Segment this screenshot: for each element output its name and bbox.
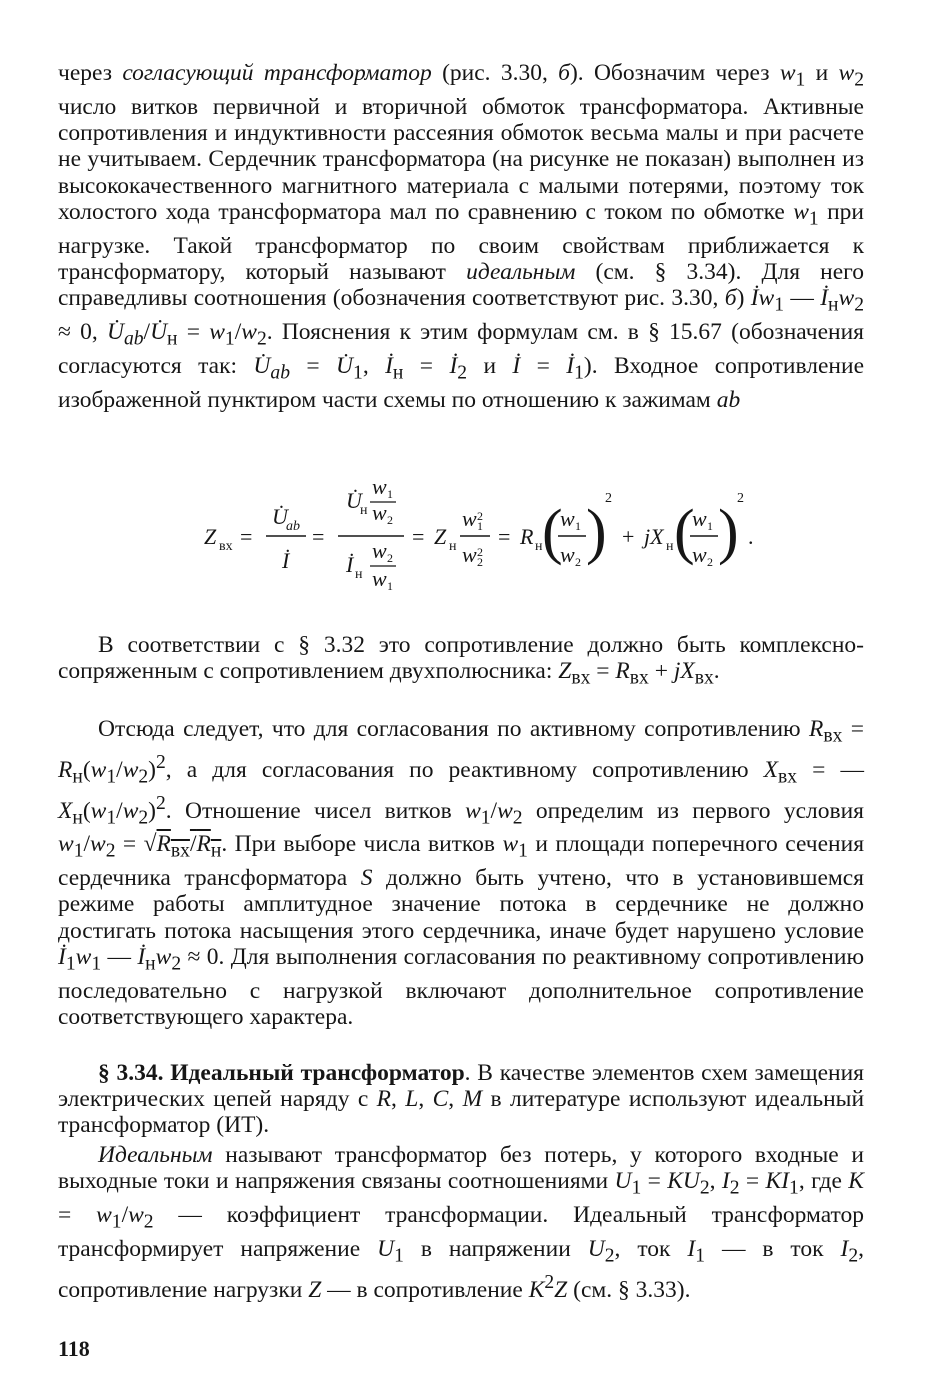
svg-text:w: w bbox=[692, 506, 707, 531]
svg-text:н: н bbox=[360, 503, 368, 518]
svg-text:1: 1 bbox=[477, 519, 483, 533]
svg-text:1: 1 bbox=[707, 519, 713, 533]
svg-text:1: 1 bbox=[575, 519, 581, 533]
svg-text:.: . bbox=[748, 524, 754, 549]
svg-text:2: 2 bbox=[737, 491, 744, 506]
svg-text:н: н bbox=[449, 539, 457, 554]
svg-text:2: 2 bbox=[387, 551, 393, 565]
svg-text:н: н bbox=[666, 539, 674, 554]
svg-text:jX: jX bbox=[644, 524, 664, 549]
section-3-34-heading-paragraph: § 3.34. Идеальный трансформатор. В качестве элементов схем замещения электрических цепей наряду с R, L, C, M в литературе используют идеальный трансформатор (ИТ). bbox=[58, 1060, 865, 1139]
paragraph-2: В соответствии с § 3.32 это сопротивление должно быть комплексно-сопряженным с сопротивлением двухполюсника: $Z_{вх} = R_{вх} + jX_{вх}$. bbox=[58, 632, 864, 689]
svg-text:U̇: U̇ bbox=[272, 504, 288, 529]
svg-text:w: w bbox=[560, 506, 575, 531]
svg-text:н: н bbox=[535, 539, 543, 554]
svg-text:=: = bbox=[312, 524, 325, 549]
page-number: 118 bbox=[58, 1336, 90, 1361]
svg-text:1: 1 bbox=[387, 579, 393, 593]
svg-text:İ: İ bbox=[346, 552, 354, 577]
svg-text:w: w bbox=[372, 566, 387, 591]
svg-text:w: w bbox=[462, 542, 477, 567]
svg-text:İ: İ bbox=[282, 548, 290, 573]
svg-text:R: R bbox=[520, 524, 534, 549]
input-impedance-formula bbox=[200, 472, 760, 602]
svg-text:w: w bbox=[372, 500, 387, 525]
svg-text:): ) bbox=[718, 498, 739, 566]
svg-text:w: w bbox=[462, 506, 477, 531]
paragraph-5: Идеальным называют трансформатор без потерь, у которого входные и выходные токи и напряжения связаны соотношениями $U_1 = KU_2$, $I_2 = KI_1$, где $K = w_1/w_2$ — коэффициент трансформации. Идеальный трансформатор трансформирует напряжение $U_1$ в напряжении $U_2$, ток $I_1$ — в ток $I_2$, сопротивление нагрузки Z — в сопротивление $K^2Z$ (см. § 3.33). bbox=[58, 1142, 865, 1303]
svg-text:): ) bbox=[586, 498, 607, 566]
svg-text:2: 2 bbox=[477, 545, 483, 559]
svg-text:2: 2 bbox=[605, 491, 612, 506]
svg-text:=: = bbox=[498, 524, 511, 549]
svg-text:1: 1 bbox=[387, 487, 393, 501]
svg-text:Z: Z bbox=[434, 524, 447, 549]
svg-text:w: w bbox=[692, 542, 707, 567]
svg-text:U̇: U̇ bbox=[346, 488, 362, 513]
svg-text:w: w bbox=[372, 474, 387, 499]
svg-text:=: = bbox=[240, 524, 253, 549]
svg-text:вх: вх bbox=[219, 539, 233, 554]
svg-text:2: 2 bbox=[575, 555, 581, 569]
svg-text:2: 2 bbox=[707, 555, 713, 569]
svg-text:+: + bbox=[622, 524, 635, 549]
svg-text:w: w bbox=[372, 538, 387, 563]
svg-text:=: = bbox=[412, 524, 425, 549]
svg-text:(: ( bbox=[542, 498, 563, 566]
svg-text:н: н bbox=[355, 567, 363, 582]
svg-text:2: 2 bbox=[477, 509, 483, 523]
paragraph-1: через согласующий трансформатор (рис. 3.30, б). Обозначим через $w_1$ и $w_2$ число витков первичной и вторичной обмоток трансформатора. Активные сопротивления и индуктивности рассеяния обмоток весьма малы и при расчете не учитываем. Сердечник трансформатора (на рисунке не показан) выполнен из высококачественного магнитного материала с малыми потерями, поэтому ток холостого хода трансформатора мал по сравнению с током по обмотке $w_1$ при нагрузке. Такой трансформатор по своим свойствам приближается к трансформатору, который называют идеальным (см. § 3.34). Для него справедливы соотношения (обозначения соответствуют рис. 3.30, б) $İw_1$ — $İ_нw_2 \approx 0$, $U̇_{ab}/U̇_н = w_1/w_2$. Пояснения к этим формулам см. в § 15.67 (обозначения согласуются так: $U̇_{ab}$ = $U̇_1$, $İ_н$ = $İ_2$ и İ = $İ_1$). Входное сопротивление изображенной пунктиром части схемы по отношению к зажимам ab bbox=[58, 60, 865, 413]
svg-text:Z: Z bbox=[204, 524, 217, 549]
svg-text:2: 2 bbox=[387, 513, 393, 527]
svg-text:2: 2 bbox=[477, 555, 483, 569]
paragraph-3: Отсюда следует, что для согласования по активному сопротивлению $R_{вх} = R_н(w_1/w_2)^2$, а для согласования по реактивному сопротивлению $X_{вх}$ = — $X_н(w_1/w_2)^2$. Отношение чисел витков $w_1/w_2$ определим из первого условия $w_1/w_2 = √R_{вх}/R_н$. При выборе числа витков $w_1$ и площади поперечного сечения сердечника трансформатора S должно быть учтено, что в установившемся режиме работы амплитудное значение потока в сердечнике не должно достигать потока насыщения этого сердечника, иначе будет нарушено условие $İ_1w_1$ — $İ_нw_2 \approx 0$. Для выполнения согласования по реактивному сопротивлению последовательно с нагрузкой включают дополнительное сопротивление соответствующего характера. bbox=[58, 716, 865, 1030]
svg-text:ab: ab bbox=[286, 519, 300, 534]
svg-text:w: w bbox=[560, 542, 575, 567]
svg-text:(: ( bbox=[674, 498, 695, 566]
